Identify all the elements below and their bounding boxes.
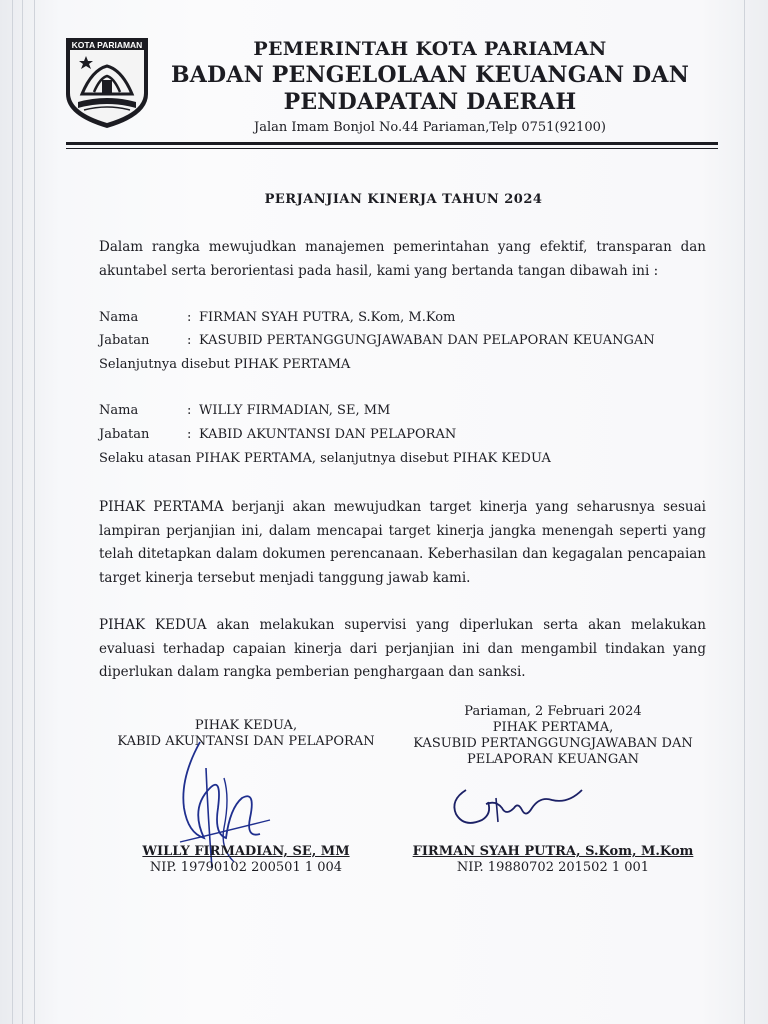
letterhead-rule-thin [66, 148, 718, 149]
paper-edge [22, 0, 23, 1024]
right-signatory-name: FIRMAN SYAH PUTRA, S.Kom, M.Kom [412, 844, 694, 859]
right-party-title-line2: PELAPORAN KEUANGAN [466, 752, 639, 767]
paper-edge [744, 0, 745, 1024]
field-label: Jabatan [99, 333, 150, 348]
left-party-label: PIHAK KEDUA, [194, 718, 298, 733]
party1-name-row [99, 306, 709, 329]
commitment-paragraph: PIHAK PERTAMA berjanji akan mewujudkan target kinerja yang seharusnya sesuai lampiran perjanjian ini, dalam mencapai target kinerja jangka menengah seperti yang telah ditetapkan dalam dokumen perencanaan. Keberhasilan dan kegagalan pencapaian target kinerja tersebut menjadi tanggung jawab kami. [99, 499, 706, 586]
party2-position: KABID AKUNTANSI DAN PELAPORAN [199, 427, 457, 442]
party1-position-row [99, 329, 709, 352]
field-colon: : [187, 403, 192, 418]
signature-block-right [396, 704, 710, 768]
agency-address: Jalan Imam Bonjol No.44 Pariaman,Telp 0751(92100) [254, 120, 606, 135]
party2-name: WILLY FIRMADIAN, SE, MM [199, 403, 391, 418]
paper-edge [34, 0, 35, 1024]
party2-designation: Selaku atasan PIHAK PERTAMA, selanjutnya disebut PIHAK KEDUA [99, 451, 551, 466]
left-signatory [96, 844, 396, 876]
supervision-paragraph: PIHAK KEDUA akan melakukan supervisi yang diperlukan serta akan melakukan evaluasi terhadap capaian kinerja dari perjanjian ini dan mengambil tindakan yang diperlukan dalam rangka pemberian penghargaan dan sanksi. [99, 617, 706, 680]
left-signatory-name: WILLY FIRMADIAN, SE, MM [142, 844, 350, 859]
party1-designation: Selanjutnya disebut PIHAK PERTAMA [99, 357, 351, 372]
city-emblem-icon [64, 36, 150, 130]
city-logo [64, 36, 150, 130]
government-name: PEMERINTAH KOTA PARIAMAN [253, 38, 607, 60]
party1-name: FIRMAN SYAH PUTRA, S.Kom, M.Kom [199, 310, 456, 325]
letterhead-rule-thick [66, 142, 718, 145]
field-colon: : [187, 310, 192, 325]
left-party-title: KABID AKUNTANSI DAN PELAPORAN [117, 734, 375, 749]
field-label: Nama [99, 403, 139, 418]
party2-name-row [99, 399, 709, 422]
field-label: Nama [99, 310, 139, 325]
paper-edge [12, 0, 13, 1024]
field-colon: : [187, 427, 192, 442]
field-colon: : [187, 333, 192, 348]
place-date: Pariaman, 2 Februari 2024 [464, 704, 642, 719]
right-signatory-nip: NIP. 19880702 201502 1 001 [456, 860, 650, 875]
right-party-title-line1: KASUBID PERTANGGUNGJAWABAN DAN [413, 736, 693, 751]
right-handwritten-signature [448, 778, 588, 834]
agency-name: BADAN PENGELOLAAN KEUANGAN DAN PENDAPATAN DAERAH [170, 62, 690, 115]
right-signatory [396, 844, 710, 876]
logo-caption: KOTA PARIAMAN [71, 40, 143, 50]
party1-position: KASUBID PERTANGGUNGJAWABAN DAN PELAPORAN KEUANGAN [199, 333, 655, 348]
right-party-label: PIHAK PERTAMA, [492, 720, 614, 735]
field-label: Jabatan [99, 427, 150, 442]
intro-paragraph: Dalam rangka mewujudkan manajemen pemerintahan yang efektif, transparan dan akuntabel serta berorientasi pada hasil, kami yang bertanda tangan dibawah ini : [99, 239, 706, 279]
party2-position-row [99, 423, 709, 446]
left-signatory-nip: NIP. 19790102 200501 1 004 [149, 860, 343, 875]
document-title: PERJANJIAN KINERJA TAHUN 2024 [264, 192, 543, 207]
